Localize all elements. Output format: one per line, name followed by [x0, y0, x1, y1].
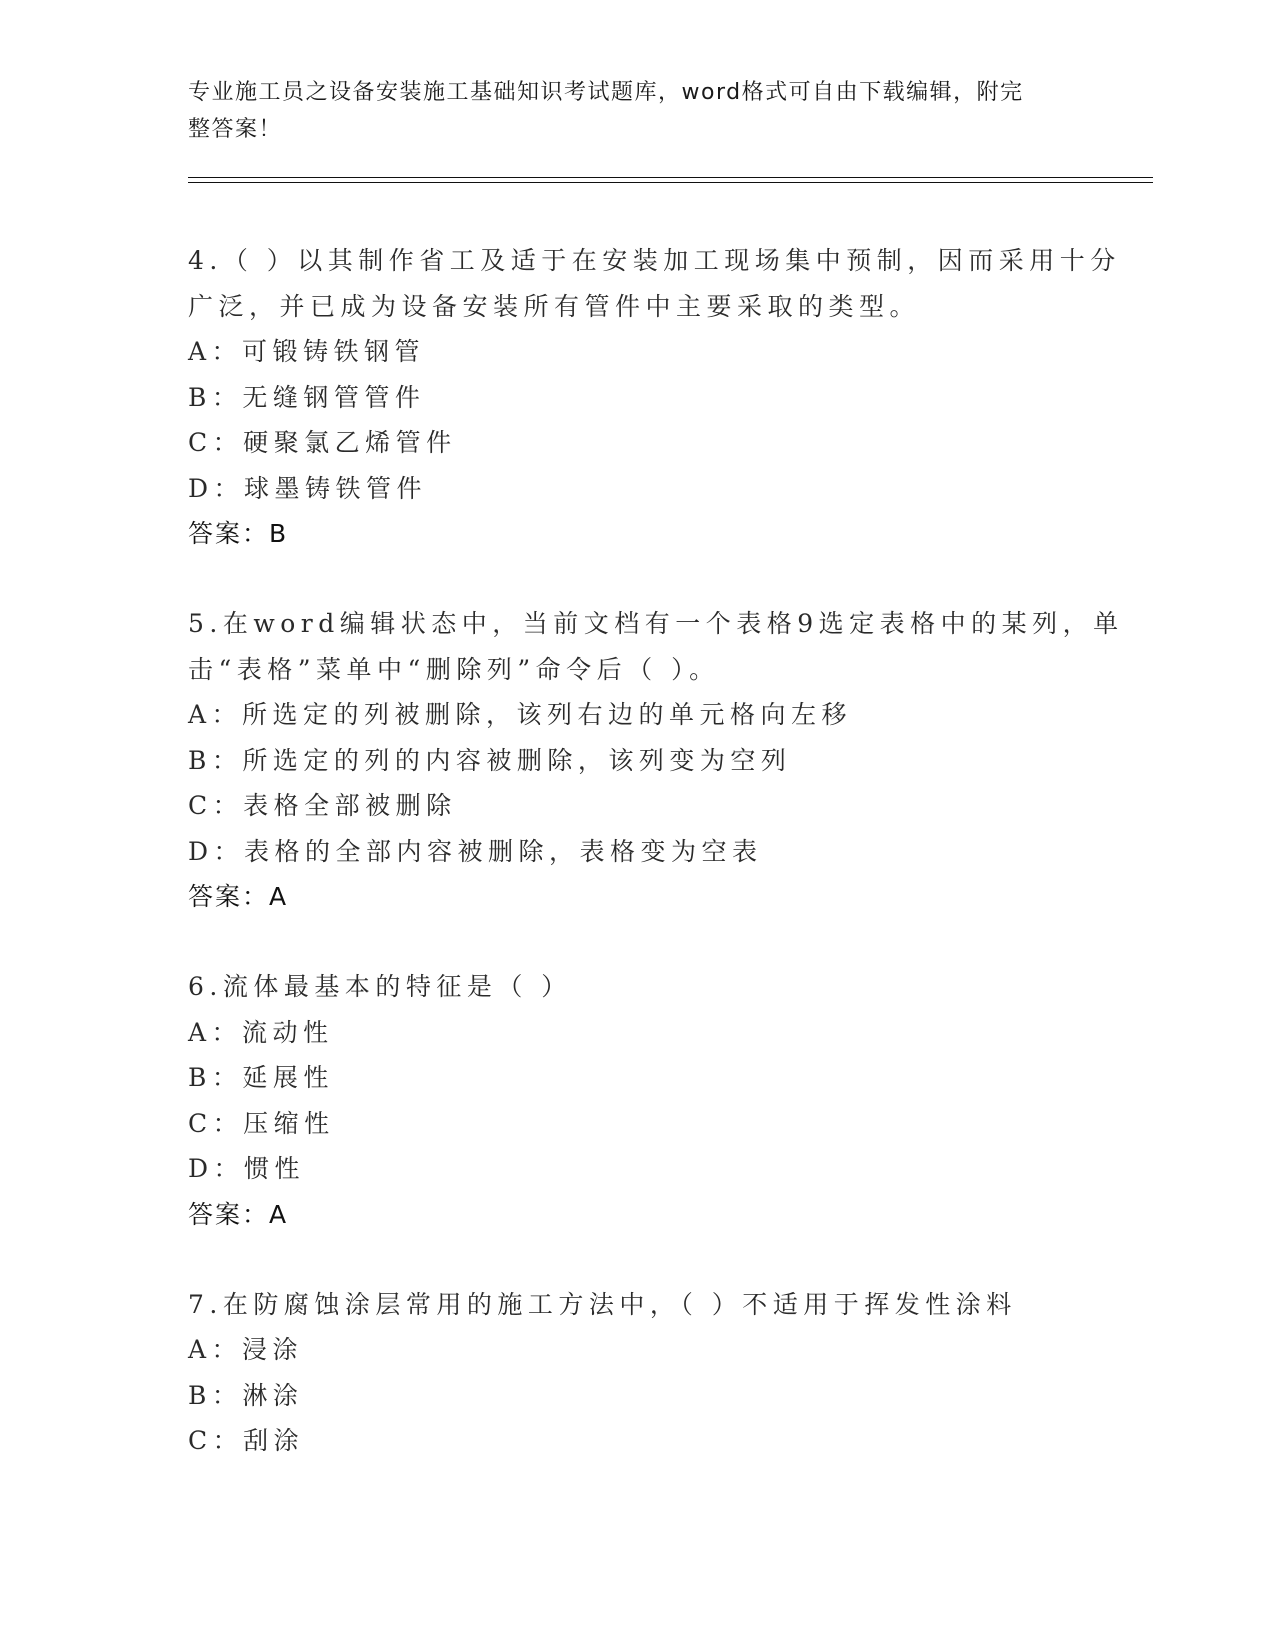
option-c: C：刮涂 — [188, 1426, 305, 1455]
question-text-line-1: 4.（ ）以其制作省工及适于在安装加工现场集中预制，因而采用十分 — [188, 246, 1121, 275]
option-c: C：表格全部被删除 — [188, 791, 457, 820]
answer-label: 答案：A — [188, 882, 289, 911]
option-a: A：所选定的列被删除，该列右边的单元格向左移 — [188, 700, 853, 729]
option-d: D：惯性 — [188, 1154, 306, 1183]
question-4 — [188, 238, 1121, 557]
option-c: C：硬聚氯乙烯管件 — [188, 428, 457, 457]
question-text-line-1: 5.在word编辑状态中，当前文档有一个表格9选定表格中的某列，单 — [188, 609, 1124, 638]
option-b: B：延展性 — [188, 1063, 334, 1092]
option-b: B：无缝钢管管件 — [188, 382, 426, 412]
option-a: A：浸涂 — [188, 1335, 304, 1364]
question-text-line-2: 击“表格”菜单中“删除列”命令后（ ）。 — [188, 654, 720, 684]
document-header — [188, 74, 1068, 148]
question-text-line-2: 广泛，并已成为设备安装所有管件中主要采取的类型。 — [188, 291, 921, 321]
question-6 — [188, 964, 1088, 1238]
answer-label: 答案：B — [188, 519, 289, 548]
header-divider-top — [188, 177, 1153, 178]
option-b: B：淋涂 — [188, 1380, 304, 1410]
header-line-1: 专业施工员之设备安装施工基础知识考试题库，word格式可自由下载编辑，附完 — [188, 80, 1024, 105]
option-c: C：压缩性 — [188, 1108, 335, 1138]
question-5 — [188, 601, 1124, 920]
question-list — [188, 238, 1124, 1508]
question-text-line-1: 7.在防腐蚀涂层常用的施工方法中，（ ）不适用于挥发性涂料 — [188, 1289, 1017, 1319]
option-d: D：表格的全部内容被删除，表格变为空表 — [188, 836, 763, 866]
answer-label: 答案：A — [188, 1199, 289, 1229]
option-b: B：所选定的列的内容被删除，该列变为空列 — [188, 745, 792, 775]
option-a: A：可锻铸铁钢管 — [188, 337, 426, 366]
header-line-2: 整答案！ — [188, 117, 283, 142]
question-text-line-1: 6.流体最基本的特征是（ ） — [188, 972, 572, 1001]
question-7 — [188, 1282, 1088, 1464]
option-d: D：球墨铸铁管件 — [188, 473, 428, 503]
option-a: A：流动性 — [188, 1017, 334, 1047]
header-divider-bottom — [188, 182, 1153, 183]
